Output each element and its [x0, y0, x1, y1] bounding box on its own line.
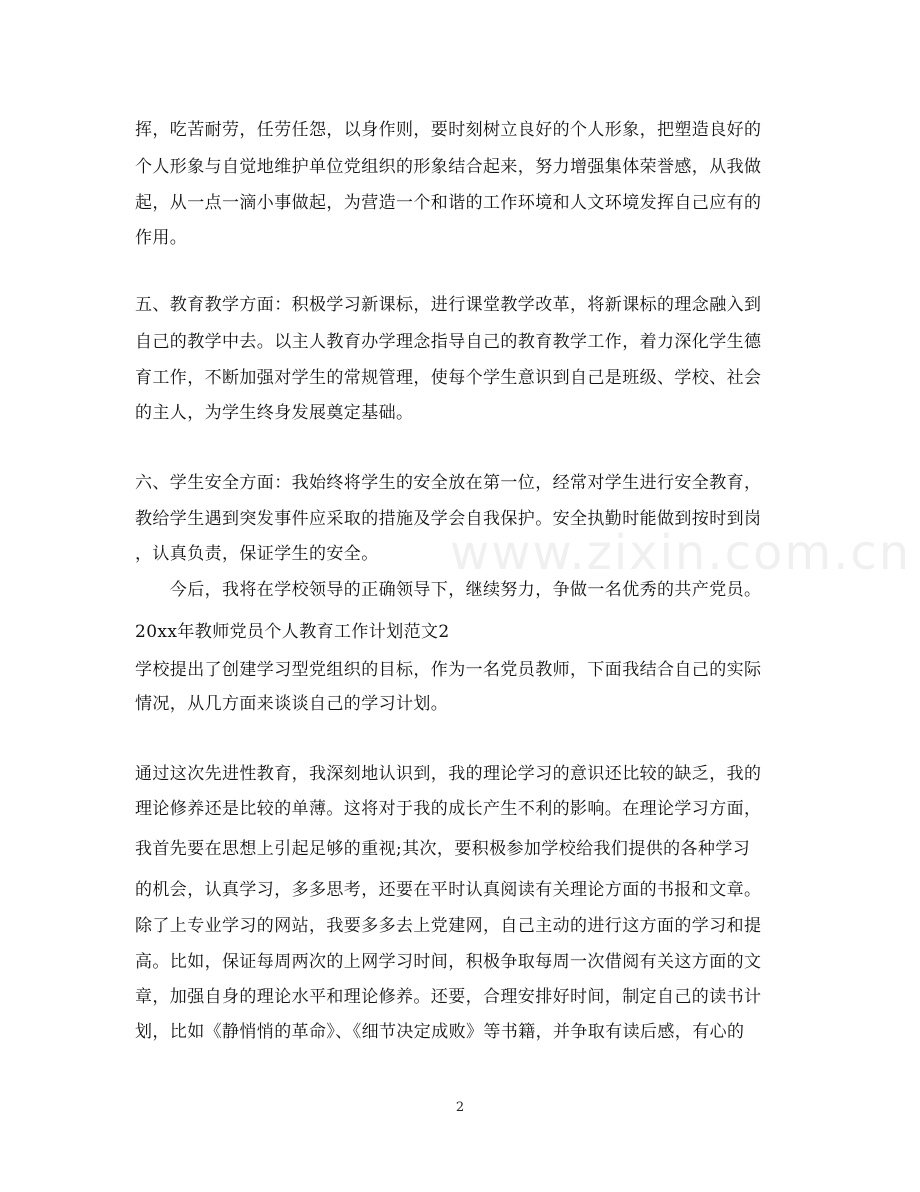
- section-heading: 20xx年教师党员个人教育工作计划范文2: [135, 622, 450, 642]
- paragraph-4-line-5: 除了上专业学习的网站，我要多多去上党建网，自己主动的进行这方面的学习和提: [135, 916, 762, 936]
- paragraph-3-line-4: 今后，我将在学校领导的正确领导下，继续努力，争做一名优秀的共产党员。: [135, 580, 762, 600]
- paragraph-1-line-1: 挥，吃苦耐劳，任劳任怨，以身作则，要时刻树立良好的个人形象，把塑造良好的: [135, 120, 762, 140]
- paragraph-4-line-8: 划，比如《静悄悄的革命》、《细节决定成败》等书籍，并争取有读后感，有心的: [135, 1022, 745, 1042]
- paragraph-4-line-7: 章，加强自身的理论水平和理论修养。还要，合理安排好时间，制定自己的读书计: [135, 987, 762, 1007]
- page-number: 2: [455, 1100, 465, 1115]
- paragraph-4-line-6: 高。比如，保证每周两次的上网学习时间，积极争取每周一次借阅有关这方面的文: [135, 952, 762, 972]
- paragraph-1-line-2: 个人形象与自觉地维护单位党组织的形象结合起来，努力增强集体荣誉感，从我做: [135, 157, 762, 177]
- paragraph-3-line-3: ，认真负责，保证学生的安全。: [135, 544, 379, 564]
- paragraph-3-line-1: 六、学生安全方面：我始终将学生的安全放在第一位，经常对学生进行安全教育，: [135, 473, 762, 493]
- paragraph-2-line-1: 五、教育教学方面：积极学习新课标，进行课堂教学改革，将新课标的理念融入到: [135, 295, 762, 315]
- watermark: www.zixin.com.cn: [450, 525, 912, 581]
- paragraph-3-line-7: 情况，从几方面来谈谈自己的学习计划。: [135, 694, 449, 714]
- paragraph-4-line-3: 我首先要在思想上引起足够的重视;其次，要积极参加学校给我们提供的各种学习: [135, 839, 751, 859]
- paragraph-2-line-2: 自己的教学中去。以主人教育办学理念指导自己的教育教学工作，着力深化学生德: [135, 332, 762, 352]
- paragraph-4-line-2: 理论修养还是比较的单薄。这将对于我的成长产生不利的影响。在理论学习方面，: [135, 799, 762, 819]
- paragraph-4-line-4: 的机会，认真学习，多多思考，还要在平时认真阅读有关理论方面的书报和文章。: [135, 880, 762, 900]
- paragraph-3-line-6: 学校提出了创建学习型党组织的目标，作为一名党员教师，下面我结合自己的实际: [135, 660, 762, 680]
- paragraph-3-line-2: 教给学生遇到突发事件应采取的措施及学会自我保护。安全执勤时能做到按时到岗: [135, 509, 762, 529]
- paragraph-2-line-4: 的主人，为学生终身发展奠定基础。: [135, 403, 414, 423]
- paragraph-2-line-3: 育工作，不断加强对学生的常规管理，使每个学生意识到自己是班级、学校、社会: [135, 368, 762, 388]
- paragraph-1-line-4: 作用。: [135, 228, 188, 248]
- paragraph-1-line-3: 起，从一点一滴小事做起，为营造一个和谐的工作环境和人文环境发挥自己应有的: [135, 193, 762, 213]
- paragraph-4-line-1: 通过这次先进性教育，我深刻地认识到，我的理论学习的意识还比较的缺乏，我的: [135, 764, 762, 784]
